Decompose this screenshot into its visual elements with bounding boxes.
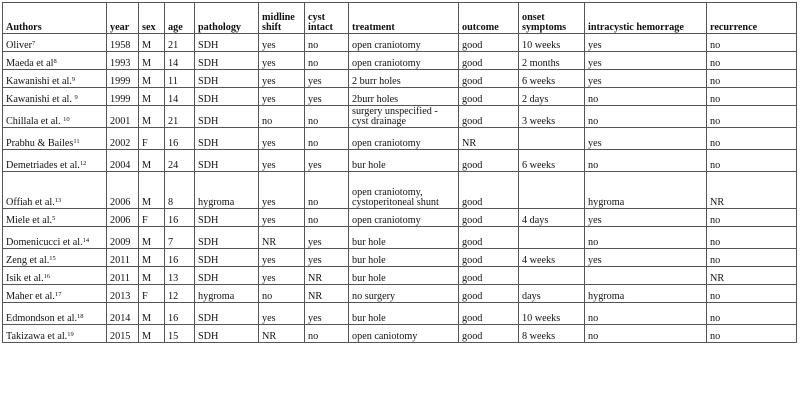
cell-treatment: open caniotomy [349, 325, 459, 343]
header-year: year [107, 3, 139, 34]
cell-midline: no [259, 285, 305, 303]
cell-pathology: SDH [195, 303, 259, 325]
table-row [3, 150, 797, 172]
cell-treatment: no surgery [349, 285, 459, 303]
cell-midline: yes [259, 52, 305, 70]
cell-treatment: bur hole [349, 249, 459, 267]
cell-outcome: good [459, 150, 519, 172]
author-name: Domenicucci et al. [6, 237, 83, 248]
author-cell [3, 150, 107, 172]
table-row [3, 209, 797, 227]
cell-age: 15 [165, 325, 195, 343]
cell-outcome: good [459, 267, 519, 285]
table-row [3, 267, 797, 285]
author-cell [3, 88, 107, 106]
cell-onset: 4 weeks [519, 249, 585, 267]
cell-cyst: yes [305, 150, 349, 172]
cell-treatment: bur hole [349, 227, 459, 249]
author-name: Kawanishi et al. [6, 76, 72, 87]
cell-pathology: SDH [195, 106, 259, 128]
author-name: Zeng et al. [6, 255, 50, 266]
cell-midline: no [259, 106, 305, 128]
author-cell [3, 106, 107, 128]
cell-pathology: SDH [195, 267, 259, 285]
cell-year: 2013 [107, 285, 139, 303]
cell-year: 1999 [107, 88, 139, 106]
cell-sex: M [139, 249, 165, 267]
cell-recurrence: no [707, 52, 797, 70]
cell-midline: yes [259, 209, 305, 227]
cell-outcome: good [459, 209, 519, 227]
cell-cyst: no [305, 52, 349, 70]
cell-onset: 8 weeks [519, 325, 585, 343]
cell-cyst: no [305, 128, 349, 150]
cell-treatment: bur hole [349, 150, 459, 172]
cell-onset: 10 weeks [519, 303, 585, 325]
cell-recurrence: NR [707, 267, 797, 285]
cell-year: 2001 [107, 106, 139, 128]
author-name: Kawanishi et al. [6, 94, 75, 105]
cell-cyst: yes [305, 303, 349, 325]
author-name: Isik et al. [6, 273, 44, 284]
header-intracystic-hemorrage: intracystic hemorrage [585, 3, 707, 34]
cell-outcome: good [459, 325, 519, 343]
cell-sex: M [139, 52, 165, 70]
reference-number: 15 [49, 255, 56, 262]
cell-midline: yes [259, 70, 305, 88]
table-row [3, 325, 797, 343]
author-name: Oliver [6, 40, 33, 51]
cell-outcome: good [459, 303, 519, 325]
cell-outcome: good [459, 88, 519, 106]
table-row [3, 52, 797, 70]
cell-cyst: NR [305, 285, 349, 303]
author-name: Miele et al. [6, 215, 53, 226]
author-cell [3, 267, 107, 285]
author-name: Maeda et al [6, 58, 54, 69]
case-table [2, 2, 797, 343]
cell-cyst: NR [305, 267, 349, 285]
header-onset-symptoms: onset symptoms [519, 3, 585, 34]
cell-pathology: hygroma [195, 172, 259, 209]
cell-sex: M [139, 150, 165, 172]
cell-cyst: no [305, 34, 349, 52]
cell-outcome: NR [459, 128, 519, 150]
cell-midline: yes [259, 267, 305, 285]
table-row [3, 172, 797, 209]
cell-recurrence: no [707, 285, 797, 303]
cell-treatment: 2 burr holes [349, 70, 459, 88]
cell-year: 2006 [107, 172, 139, 209]
cell-treatment: surgery unspecified - cyst drainage [349, 106, 459, 128]
cell-onset: 6 weeks [519, 70, 585, 88]
cell-sex: M [139, 227, 165, 249]
cell-pathology: SDH [195, 88, 259, 106]
cell-hemorrhage: yes [585, 249, 707, 267]
author-cell [3, 249, 107, 267]
cell-sex: F [139, 285, 165, 303]
cell-hemorrhage: yes [585, 70, 707, 88]
cell-age: 14 [165, 88, 195, 106]
reference-number: 11 [73, 138, 80, 145]
cell-cyst: no [305, 325, 349, 343]
cell-hemorrhage: no [585, 325, 707, 343]
cell-sex: M [139, 172, 165, 209]
header-cyst-intact: cyst intact [305, 3, 349, 34]
author-name: Chillala et al. [6, 116, 64, 127]
cell-age: 16 [165, 128, 195, 150]
cell-age: 12 [165, 285, 195, 303]
cell-sex: F [139, 209, 165, 227]
reference-number: 9 [74, 94, 78, 101]
cell-cyst: no [305, 209, 349, 227]
cell-midline: yes [259, 88, 305, 106]
cell-onset: 2 months [519, 52, 585, 70]
table-row [3, 285, 797, 303]
table-row [3, 227, 797, 249]
cell-onset: 2 days [519, 88, 585, 106]
cell-age: 14 [165, 52, 195, 70]
header-authors: Authors [3, 3, 107, 34]
table-row [3, 70, 797, 88]
cell-outcome: good [459, 285, 519, 303]
cell-hemorrhage [585, 267, 707, 285]
cell-onset [519, 267, 585, 285]
header-treatment: treatment [349, 3, 459, 34]
cell-cyst: yes [305, 70, 349, 88]
cell-pathology: hygroma [195, 285, 259, 303]
table-row [3, 303, 797, 325]
cell-midline: yes [259, 34, 305, 52]
table-row [3, 34, 797, 52]
cell-pathology: SDH [195, 70, 259, 88]
table-row [3, 249, 797, 267]
cell-hemorrhage: no [585, 150, 707, 172]
cell-cyst: no [305, 106, 349, 128]
cell-onset [519, 128, 585, 150]
cell-age: 24 [165, 150, 195, 172]
cell-onset: days [519, 285, 585, 303]
cell-pathology: SDH [195, 52, 259, 70]
cell-outcome: good [459, 172, 519, 209]
header-age: age [165, 3, 195, 34]
cell-midline: yes [259, 128, 305, 150]
cell-midline: NR [259, 227, 305, 249]
reference-number: 10 [63, 116, 70, 123]
cell-recurrence: no [707, 70, 797, 88]
cell-midline: NR [259, 325, 305, 343]
cell-hemorrhage: no [585, 88, 707, 106]
cell-recurrence: no [707, 34, 797, 52]
cell-outcome: good [459, 106, 519, 128]
author-cell [3, 303, 107, 325]
cell-hemorrhage: yes [585, 128, 707, 150]
table-row [3, 106, 797, 128]
header-row [3, 3, 797, 34]
cell-year: 2011 [107, 249, 139, 267]
reference-number: 13 [54, 197, 62, 204]
author-cell [3, 172, 107, 209]
cell-hemorrhage: yes [585, 209, 707, 227]
cell-sex: M [139, 106, 165, 128]
cell-age: 21 [165, 106, 195, 128]
cell-recurrence: no [707, 150, 797, 172]
cell-age: 7 [165, 227, 195, 249]
cell-year: 2011 [107, 267, 139, 285]
reference-number: 8 [53, 58, 57, 65]
cell-age: 16 [165, 303, 195, 325]
cell-year: 2015 [107, 325, 139, 343]
cell-age: 21 [165, 34, 195, 52]
author-cell [3, 34, 107, 52]
author-cell [3, 70, 107, 88]
reference-number: 5 [52, 215, 56, 222]
cell-outcome: good [459, 52, 519, 70]
author-name: Maher et al. [6, 291, 55, 302]
reference-number: 18 [77, 313, 84, 320]
cell-onset [519, 172, 585, 209]
cell-pathology: SDH [195, 249, 259, 267]
header-midline-shift: midline shift [259, 3, 305, 34]
author-name: Offiah et al. [6, 197, 55, 208]
cell-recurrence: no [707, 249, 797, 267]
cell-hemorrhage: hygroma [585, 172, 707, 209]
cell-pathology: SDH [195, 227, 259, 249]
cell-recurrence: no [707, 209, 797, 227]
reference-number: 19 [67, 331, 74, 338]
cell-recurrence: no [707, 88, 797, 106]
cell-year: 2006 [107, 209, 139, 227]
cell-recurrence: no [707, 106, 797, 128]
cell-pathology: SDH [195, 209, 259, 227]
cell-midline: yes [259, 150, 305, 172]
cell-hemorrhage: yes [585, 34, 707, 52]
cell-recurrence: no [707, 303, 797, 325]
header-sex: sex [139, 3, 165, 34]
cell-midline: yes [259, 249, 305, 267]
reference-number: 16 [43, 273, 51, 280]
cell-recurrence: no [707, 227, 797, 249]
cell-recurrence: no [707, 128, 797, 150]
cell-sex: M [139, 34, 165, 52]
cell-year: 1999 [107, 70, 139, 88]
cell-age: 8 [165, 172, 195, 209]
cell-cyst: yes [305, 88, 349, 106]
cell-hemorrhage: yes [585, 52, 707, 70]
cell-onset [519, 227, 585, 249]
cell-outcome: good [459, 34, 519, 52]
cell-year: 2009 [107, 227, 139, 249]
cell-cyst: yes [305, 249, 349, 267]
reference-number: 9 [71, 76, 76, 83]
cell-hemorrhage: no [585, 106, 707, 128]
header-recurrence: recurrence [707, 3, 797, 34]
cell-pathology: SDH [195, 34, 259, 52]
cell-year: 2004 [107, 150, 139, 172]
cell-sex: M [139, 70, 165, 88]
cell-hemorrhage: no [585, 227, 707, 249]
author-name: Takizawa et al. [6, 331, 68, 342]
cell-treatment: open craniotomy [349, 52, 459, 70]
cell-cyst: no [305, 172, 349, 209]
cell-year: 2014 [107, 303, 139, 325]
cell-treatment: open craniotomy [349, 128, 459, 150]
cell-age: 11 [165, 70, 195, 88]
cell-outcome: good [459, 227, 519, 249]
author-name: Prabhu & Bailes [6, 138, 74, 149]
cell-hemorrhage: hygroma [585, 285, 707, 303]
author-cell [3, 52, 107, 70]
cell-recurrence: NR [707, 172, 797, 209]
author-name: Demetriades et al. [6, 160, 80, 171]
cell-sex: M [139, 303, 165, 325]
cell-cyst: yes [305, 227, 349, 249]
cell-treatment: open craniotomy, cystoperitoneal shunt [349, 172, 459, 209]
header-pathology: pathology [195, 3, 259, 34]
author-name: Edmondson et al. [6, 313, 78, 324]
reference-number: 7 [32, 40, 36, 47]
cell-year: 1958 [107, 34, 139, 52]
cell-pathology: SDH [195, 150, 259, 172]
header-outcome: outcome [459, 3, 519, 34]
cell-age: 16 [165, 249, 195, 267]
cell-age: 13 [165, 267, 195, 285]
cell-outcome: good [459, 70, 519, 88]
author-cell [3, 325, 107, 343]
cell-onset: 3 weeks [519, 106, 585, 128]
author-cell [3, 285, 107, 303]
cell-treatment: bur hole [349, 303, 459, 325]
cell-hemorrhage: no [585, 303, 707, 325]
cell-onset: 4 days [519, 209, 585, 227]
cell-sex: F [139, 128, 165, 150]
cell-age: 16 [165, 209, 195, 227]
cell-pathology: SDH [195, 325, 259, 343]
cell-onset: 6 weeks [519, 150, 585, 172]
table-row [3, 88, 797, 106]
cell-treatment: open craniotomy [349, 209, 459, 227]
cell-sex: M [139, 267, 165, 285]
reference-number: 12 [79, 160, 87, 167]
cell-treatment: open craniotomy [349, 34, 459, 52]
reference-number: 17 [54, 291, 62, 298]
cell-outcome: good [459, 249, 519, 267]
cell-recurrence: no [707, 325, 797, 343]
author-cell [3, 227, 107, 249]
author-cell [3, 128, 107, 150]
table-row [3, 128, 797, 150]
cell-midline: yes [259, 303, 305, 325]
cell-year: 2002 [107, 128, 139, 150]
cell-treatment: bur hole [349, 267, 459, 285]
cell-sex: M [139, 88, 165, 106]
cell-treatment: 2burr holes [349, 88, 459, 106]
cell-pathology: SDH [195, 128, 259, 150]
cell-year: 1993 [107, 52, 139, 70]
cell-onset: 10 weeks [519, 34, 585, 52]
reference-number: 14 [82, 237, 90, 244]
author-cell [3, 209, 107, 227]
cell-sex: M [139, 325, 165, 343]
cell-midline: yes [259, 172, 305, 209]
